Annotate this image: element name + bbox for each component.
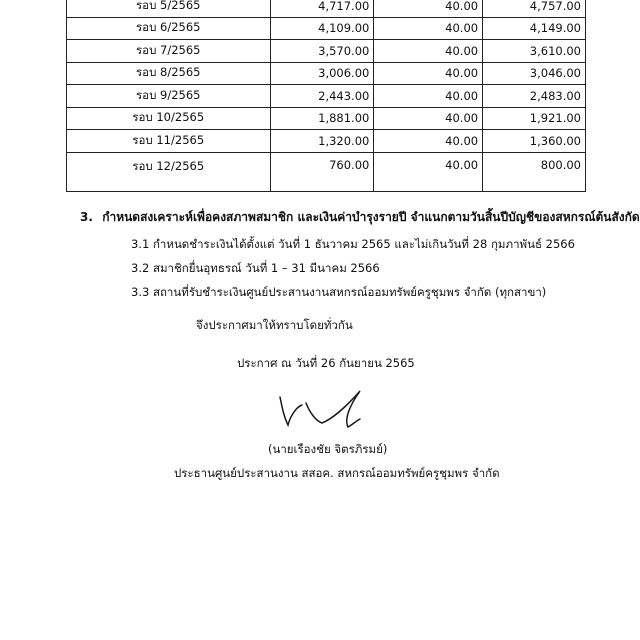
fee-cell: 40.00 <box>374 0 483 17</box>
round-cell: รอบ 7/2565 <box>67 40 271 63</box>
amount-cell: 1,881.00 <box>270 107 374 130</box>
total-cell: 4,757.00 <box>483 0 586 17</box>
round-cell: รอบ 5/2565 <box>67 0 271 17</box>
fee-cell: 40.00 <box>374 107 483 130</box>
amount-cell: 2,443.00 <box>270 85 374 108</box>
announcement-date: ประกาศ ณ วันที่ 26 กันยายน 2565 <box>237 356 415 370</box>
fee-table <box>66 0 586 192</box>
round-cell: รอบ 10/2565 <box>67 107 271 130</box>
total-cell: 4,149.00 <box>483 17 586 40</box>
amount-cell: 4,717.00 <box>270 0 374 17</box>
round-cell: รอบ 6/2565 <box>67 17 271 40</box>
round-cell: รอบ 8/2565 <box>67 62 271 85</box>
total-cell: 3,610.00 <box>483 40 586 63</box>
section-number: 3. <box>80 210 93 224</box>
table-row <box>67 85 586 108</box>
table-row <box>67 130 586 153</box>
amount-cell: 3,006.00 <box>270 62 374 85</box>
table-row <box>67 62 586 85</box>
table-row <box>67 0 586 17</box>
amount-cell: 760.00 <box>270 152 374 191</box>
total-cell: 2,483.00 <box>483 85 586 108</box>
amount-cell: 1,320.00 <box>270 130 374 153</box>
table-row <box>67 40 586 63</box>
fee-cell: 40.00 <box>374 85 483 108</box>
fee-cell: 40.00 <box>374 62 483 85</box>
section-item-3-3: 3.3 สถานที่รับชำระเงินศูนย์ประสานงานสหกรณ์ออมทรัพย์ครูชุมพร จำกัด (ทุกสาขา) <box>131 285 547 299</box>
round-cell: รอบ 9/2565 <box>67 85 271 108</box>
section-item-3-1: 3.1 กำหนดชำระเงินได้ตั้งแต่ วันที่ 1 ธันวาคม 2565 และไม่เกินวันที่ 28 กุมภาพันธ์ 2566 <box>131 237 575 251</box>
table-row <box>67 107 586 130</box>
section-title: กำหนดสงเคราะห์เพื่อคงสภาพสมาชิก และเงินค่าบำรุงรายปี จำแนกตามวันสิ้นปีบัญชีของสหกรณ์ต้นสังกัด <box>102 210 640 224</box>
amount-cell: 4,109.00 <box>270 17 374 40</box>
total-cell: 1,360.00 <box>483 130 586 153</box>
section-3-heading <box>80 208 640 227</box>
amount-cell: 3,570.00 <box>270 40 374 63</box>
signature-image <box>276 383 386 435</box>
total-cell: 800.00 <box>483 152 586 191</box>
fee-cell: 40.00 <box>374 40 483 63</box>
signer-name: (นายเรืองชัย จิตรภิรมย์) <box>268 442 388 456</box>
fee-cell: 40.00 <box>374 152 483 191</box>
total-cell: 1,921.00 <box>483 107 586 130</box>
fee-cell: 40.00 <box>374 17 483 40</box>
fee-cell: 40.00 <box>374 130 483 153</box>
table-row <box>67 152 586 191</box>
total-cell: 3,046.00 <box>483 62 586 85</box>
fee-table-body <box>67 0 586 191</box>
signer-position: ประธานศูนย์ประสานงาน สสอค. สหกรณ์ออมทรัพย์ครูชุมพร จำกัด <box>174 466 500 480</box>
round-cell: รอบ 12/2565 <box>67 152 271 191</box>
section-item-3-2: 3.2 สมาชิกยื่นอุทธรณ์ วันที่ 1 – 31 มีนาคม 2566 <box>131 261 380 275</box>
table-row <box>67 17 586 40</box>
announcement-text: จึงประกาศมาให้ทราบโดยทั่วกัน <box>196 318 353 332</box>
round-cell: รอบ 11/2565 <box>67 130 271 153</box>
